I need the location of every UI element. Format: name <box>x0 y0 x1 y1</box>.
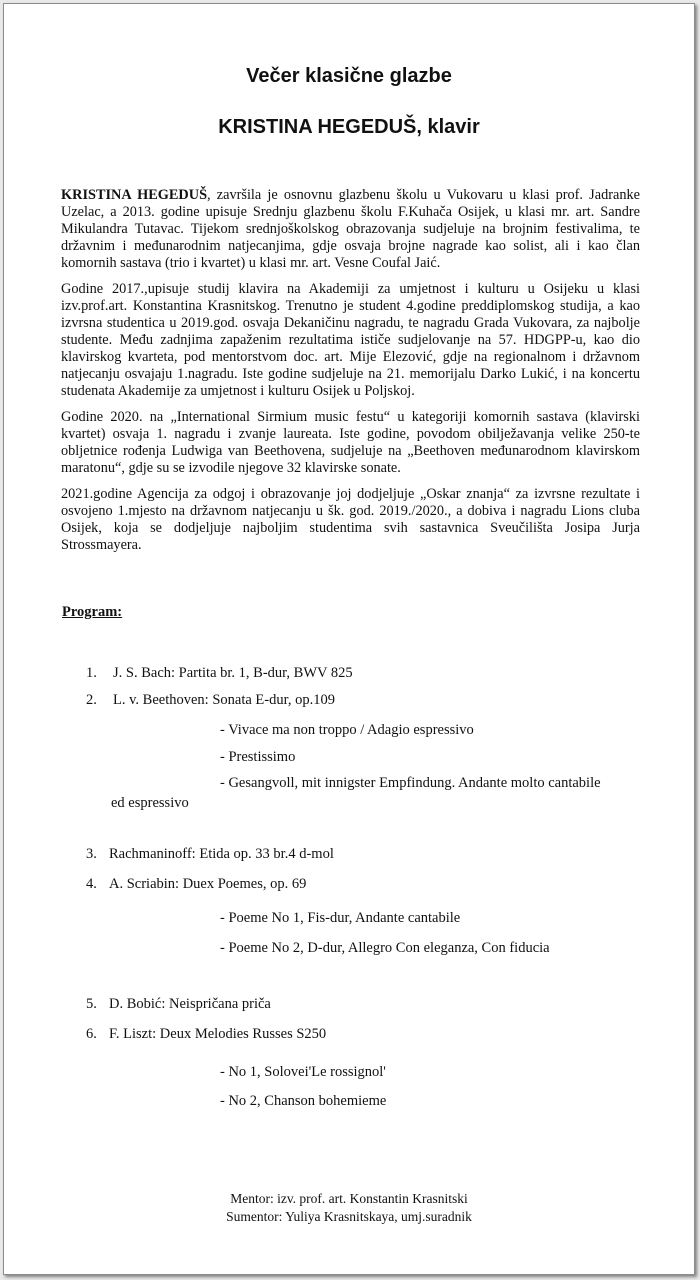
program-movement: - Prestissimo <box>220 749 296 765</box>
program-item-number: 4. <box>86 876 97 892</box>
bio-paragraph-3: Godine 2020. na „International Sirmium music festu“ u kategoriji komornih sastava (klavirski kvartet) osvaja 1. nagradu i zvanje laureata. Iste godine, povodom obilježavanja velike 250-te obljetnice rođenja Ludwiga van Beethovena, sudjeluje na „Beethoven međunarodnom klavirskom maratonu“, gdje su se izvodile njegove 32 klavirske sonate. <box>61 409 640 476</box>
program-item-number: 1. <box>86 665 97 681</box>
mentor-line: Mentor: izv. prof. art. Konstantin Krasnitski <box>230 1191 468 1206</box>
program-item: L. v. Beethoven: Sonata E-dur, op.109 <box>113 692 335 708</box>
program-movement: - No 2, Chanson bohemieme <box>220 1093 387 1109</box>
program-item: D. Bobić: Neispričana priča <box>109 996 271 1012</box>
performer-title: KRISTINA HEGEDUŠ, klavir <box>218 116 480 138</box>
program-heading: Program: <box>62 604 123 620</box>
program-movement: - Poeme No 2, D-dur, Allegro Con eleganza, Con fiducia <box>220 940 550 956</box>
program-item-number: 2. <box>86 692 97 708</box>
program-movement: - Vivace ma non troppo / Adagio espressivo <box>220 722 474 738</box>
program-item-number: 5. <box>86 996 97 1012</box>
program-item: Rachmaninoff: Etida op. 33 br.4 d-mol <box>109 846 334 862</box>
bio-paragraph-1 <box>61 187 640 272</box>
program-movement-continuation: ed espressivo <box>111 795 189 811</box>
program-item-number: 3. <box>86 846 97 862</box>
document-page <box>3 3 695 1275</box>
bio-paragraph-1-text: , završila je osnovnu glazbenu školu u Vukovaru u klasi prof. Jadranke Uzelac, a 2013. godine upisuje Srednju glazbenu školu F.Kuhača Osijek, u klasi mr. art. Sandre Mikulandra Tutavac. Tijekom srednjoškolskog obrazovanja sudjeluje na brojnim festivalima, te državnim i međunarodnim natjecanjima, gdje osvaja brojne nagrade kao solist, ali i kao član komornih sastava (trio i kvartet) u klasi mr. art. Vesne Coufal Jaić. <box>61 187 640 271</box>
page-title: Večer klasične glazbe <box>246 65 452 87</box>
program-movement: - Poeme No 1, Fis-dur, Andante cantabile <box>220 910 461 926</box>
sumentor-line: Sumentor: Yuliya Krasnitskaya, umj.suradnik <box>226 1209 472 1224</box>
program-item-number: 6. <box>86 1026 97 1042</box>
program-movement: - No 1, Solovei'Le rossignol' <box>220 1064 386 1080</box>
biography <box>61 187 640 563</box>
performer-name: KRISTINA HEGEDUŠ <box>61 187 208 203</box>
bio-paragraph-2: Godine 2017.,upisuje studij klavira na Akademiji za umjetnost i kulturu u Osijeku u klasi izv.prof.art. Konstantina Krasnitskog. Trenutno je student 4.godine preddiplomskog studija, a kao izvrsna studentica u 2019.god. osvaja Dekaničinu nagradu, te nagradu Grada Vukovara, za najbolje studente. Među zadnjima zapaženim rezultatima ističe sudjelovanje na 57. HDGPP-u, kao dio klavirskog kvarteta, pod mentorstvom doc. art. Mije Elezović, gdje na regionalnom i državnom natjecanju osvajaju 1.nagradu. Iste godine sudjeluje na 21. memorijalu Darko Lukić, i na koncertu studenata Akademije za umjetnost i kulturu Osijek u Poljskoj. <box>61 281 640 399</box>
program-item: J. S. Bach: Partita br. 1, B-dur, BWV 825 <box>113 665 353 681</box>
program-item: F. Liszt: Deux Melodies Russes S250 <box>109 1026 327 1042</box>
program-item: A. Scriabin: Duex Poemes, op. 69 <box>109 876 307 892</box>
program-movement: - Gesangvoll, mit innigster Empfindung. Andante molto cantabile <box>220 775 601 791</box>
bio-paragraph-4: 2021.godine Agencija za odgoj i obrazovanje joj dodjeljuje „Oskar znanja“ za izvrsne rezultate i osvojeno 1.mjesto na državnom natjecanju u šk. god. 2019./2020., a dobiva i nagradu Lions cluba Osijek, koja se dodjeljuje najboljim studentima svih sastavnica Sveučilišta Josipa Jurja Strossmayera. <box>61 486 640 553</box>
